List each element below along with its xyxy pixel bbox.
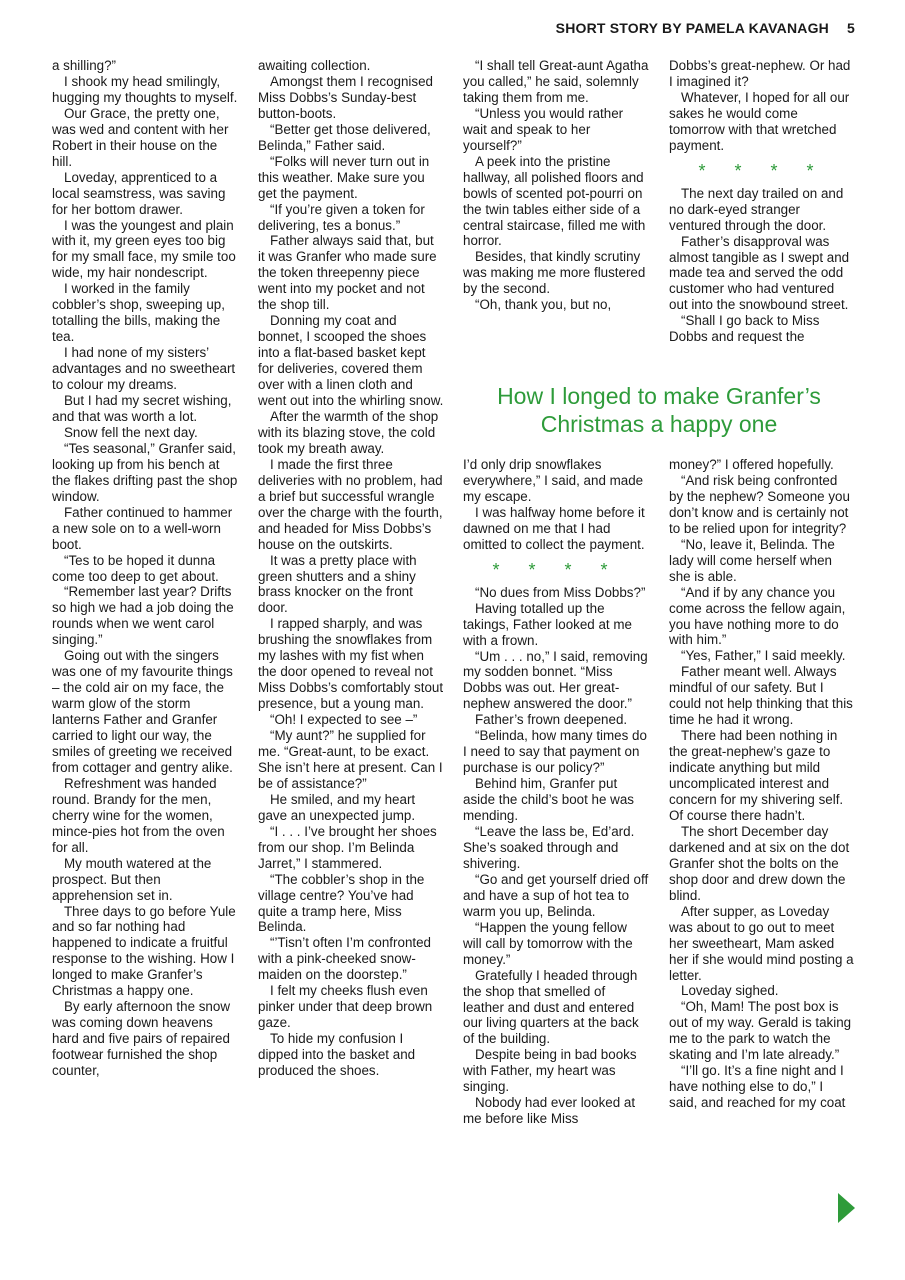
paragraph: “Tes to be hoped it dunna come too deep to get about. (52, 552, 219, 584)
paragraph: “Unless you would rather wait and speak to her yourself?” (463, 105, 624, 153)
paragraph: Our Grace, the pretty one, was wed and content with her Robert in their house on the hill. (52, 105, 229, 169)
paragraph: Amongst them I recognised Miss Dobbs’s Sunday-best button-boots. (258, 73, 434, 121)
paragraph: “Shall I go back to Miss Dobbs and request the (669, 313, 820, 345)
paragraph: “Yes, Father,” I said meekly. (681, 648, 846, 664)
paragraph: I was the youngest and plain with it, my green eyes too big for my small face, my smile too wide, my hair nondescript. (52, 217, 236, 281)
paragraph: I felt my cheeks flush even pinker under that deep brown gaze. (258, 983, 433, 1031)
paragraph: “Better get those delivered, Belinda,” Father said. (258, 121, 431, 153)
paragraph: The short December day darkened and at six on the dot Granfer shot the bolts on the shop door and drew down the blind. (669, 823, 850, 903)
paragraph: Father meant well. Always mindful of our safety. But I could not help thinking that this time he had it wrong. (669, 664, 853, 728)
paragraph: “Folks will never turn out in this weather. Make sure you get the payment. (258, 153, 430, 201)
paragraph: “I . . . I’ve brought her shoes from our shop. I’m Belinda Jarret,” I stammered. (258, 823, 437, 871)
paragraph: Nobody had ever looked at me before like Miss (463, 1095, 636, 1127)
paragraph: Behind him, Granfer put aside the child’s boot he was mending. (463, 776, 634, 824)
paragraph: Father continued to hammer a new sole on to a well-worn boot. (52, 504, 233, 552)
paragraph: “Belinda, how many times do I need to say that payment on purchase is our policy?” (463, 728, 647, 776)
paragraph: To hide my confusion I dipped into the basket and produced the shoes. (258, 1031, 416, 1079)
paragraph: I was halfway home before it dawned on me that I had omitted to collect the payment. (463, 504, 645, 552)
paragraph: By early afternoon the snow was coming down heavens hard and five pairs of repaired footwear furnished the shop counter, (52, 999, 230, 1079)
paragraph: Father’s disapproval was almost tangible as I swept and made tea and served the odd customer who had ventured out into the snowbound street. (669, 233, 850, 313)
paragraph: “Oh, thank you, but no, (475, 297, 612, 313)
paragraph: “Remember last year? Drifts so high we had a job doing the rounds when we went carol singing.” (52, 584, 234, 648)
column-4-top (669, 58, 855, 345)
paragraph: He smiled, and my heart gave an unexpected jump. (258, 791, 416, 823)
paragraph: Going out with the singers was one of my favourite things – the cold air on my face, the warm glow of the storm lanterns Father and Granfer carried to light our way, the smiles of greeting we received from cottager and gentry alike. (52, 648, 233, 775)
paragraph: “The cobbler’s shop in the village centre? You’ve had quite a tramp here, Miss Belinda. (258, 871, 425, 935)
paragraph: I had none of my sisters’ advantages and no sweetheart to colour my dreams. (52, 345, 236, 393)
paragraph: Father always said that, but it was Granfer who made sure the token threepenny piece went into my pocket and not the shop till. (258, 233, 437, 313)
section-break: * * * * (492, 559, 620, 580)
paragraph: “Oh! I expected to see –” (270, 712, 418, 728)
paragraph: Besides, that kindly scrutiny was making me more flustered by the second. (463, 249, 646, 297)
paragraph: Donning my coat and bonnet, I scooped the shoes into a flat-based basket kept for deliveries, covered them over with a linen cloth and went out into the whirling snow. (258, 313, 444, 409)
paragraph: “And if by any chance you come across the fellow again, you have nothing more to do with him.” (669, 584, 846, 648)
paragraph: Gratefully I headed through the shop that smelled of leather and dust and entered our living quarters at the back of the building. (463, 967, 639, 1047)
paragraph: “Tes seasonal,” Granfer said, looking up from his bench at the flakes drifting past the shop window. (52, 440, 238, 504)
column-3-bottom (463, 457, 649, 1127)
paragraph: My mouth watered at the prospect. But then apprehension set in. (52, 855, 212, 903)
paragraph: Whatever, I hoped for all our sakes he would come tomorrow with that wretched payment. (669, 89, 850, 153)
paragraph: After the warmth of the shop with its blazing stove, the cold took my breath away. (258, 408, 439, 456)
pull-quote-line-1: How I longed to make Granfer’s (497, 383, 821, 409)
paragraph: Loveday sighed. (681, 983, 779, 999)
paragraph: Father’s frown deepened. (475, 712, 628, 728)
column-4-bottom (669, 457, 855, 1111)
paragraph: “Um . . . no,” I said, removing my sodden bonnet. “Miss Dobbs was out. Her great-nephew answered the door.” (463, 648, 648, 712)
paragraph: The next day trailed on and no dark-eyed stranger ventured through the door. (669, 185, 844, 233)
paragraph: I rapped sharply, and was brushing the snowflakes from my lashes with my fist when the door opened to reveal not Miss Dobbs’s comfortably stout presence, but a young man. (258, 616, 444, 712)
paragraph: A peek into the pristine hallway, all polished floors and bowls of scented pot-pourri on the twin tables either side of a central staircase, filled me with horror. (463, 153, 646, 249)
paragraph: I made the first three deliveries with no problem, had a brief but successful wrangle over the charge with the fourth, and headed for Miss Dobbs’s house on the outskirts. (258, 456, 443, 552)
paragraph: I’d only drip snowflakes everywhere,” I said, and made my escape. (463, 457, 644, 504)
paragraph: Dobbs’s great-nephew. Or had I imagined it? (669, 58, 851, 89)
paragraph: money?” I offered hopefully. (669, 457, 834, 472)
paragraph: Despite being in bad books with Father, my heart was singing. (463, 1047, 637, 1095)
page-number: 5 (847, 20, 855, 36)
paragraph: awaiting collection. (258, 58, 371, 73)
paragraph: There had been nothing in the great-nephew’s gaze to indicate anything but mild uncomplicated interest and concern for my shivering self. Of course there hadn’t. (669, 728, 844, 823)
paragraph: Having totalled up the takings, Father looked at me with a frown. (463, 600, 632, 648)
paragraph: But I had my secret wishing, and that was worth a lot. (52, 393, 232, 424)
section-break: * * * * (698, 160, 826, 181)
paragraph: It was a pretty place with green shutters and a shiny brass knocker on the front door. (258, 552, 417, 616)
paragraph: “I shall tell Great-aunt Agatha you called,” he said, solemnly taking them from me. (463, 58, 649, 105)
paragraph: “Go and get yourself dried off and have a sup of hot tea to warm you up, Belinda. (463, 871, 649, 919)
column-2 (258, 58, 444, 1079)
paragraph: “Oh, Mam! The post box is out of my way. Gerald is taking me to the park to watch the skating and I’m late already.” (669, 999, 852, 1063)
pull-quote-line-2: Christmas a happy one (540, 411, 778, 437)
paragraph: “No dues from Miss Dobbs?” (475, 584, 646, 600)
paragraph: “’Tisn’t often I’m confronted with a pink-cheeked snow-maiden on the doorstep.” (258, 935, 432, 983)
paragraph: I worked in the family cobbler’s shop, sweeping up, totalling the bills, making the tea. (52, 281, 225, 345)
paragraph: After supper, as Loveday was about to go out to meet her sweetheart, Mam asked her if she would mind posting a letter. (669, 903, 854, 983)
paragraph: “No, leave it, Belinda. The lady will come herself when she is able. (669, 536, 835, 584)
paragraph: “I’ll go. It’s a fine night and I have nothing else to do,” I said, and reached for my coat (669, 1063, 846, 1111)
paragraph: a shilling?” (52, 58, 117, 73)
section-title: SHORT STORY BY PAMELA KAVANAGH (555, 20, 829, 36)
paragraph: Loveday, apprenticed to a local seamstress, was saving for her bottom drawer. (52, 169, 226, 217)
column-3-top (463, 58, 649, 313)
paragraph: Refreshment was handed round. Brandy for the men, cherry wine for the women, mince-pies hot from the oven for all. (52, 775, 225, 855)
paragraph: Three days to go before Yule and so far nothing had happened to indicate a fruitful response to the wishing. How I longed to make Granfer’s Christmas a happy one. (52, 903, 236, 999)
paragraph: “My aunt?” he supplied for me. “Great-aunt, to be exact. She isn’t here at present. Can I be of assistance?” (258, 728, 443, 791)
paragraph: Snow fell the next day. (64, 424, 198, 440)
paragraph: I shook my head smilingly, hugging my thoughts to myself. (52, 73, 238, 105)
page-header (556, 20, 855, 36)
paragraph: “Leave the lass be, Ed’ard. She’s soaked through and shivering. (463, 824, 635, 871)
continue-arrow-icon[interactable] (838, 1193, 855, 1223)
pull-quote (463, 382, 855, 438)
paragraph: “And risk being confronted by the nephew? Someone you don’t know and is certainly not to be relied upon for integrity? (669, 472, 850, 536)
paragraph: “Happen the young fellow will call by tomorrow with the money.” (463, 919, 633, 967)
paragraph: “If you’re given a token for delivering, tes a bonus.” (258, 201, 425, 233)
column-1 (52, 58, 238, 1079)
